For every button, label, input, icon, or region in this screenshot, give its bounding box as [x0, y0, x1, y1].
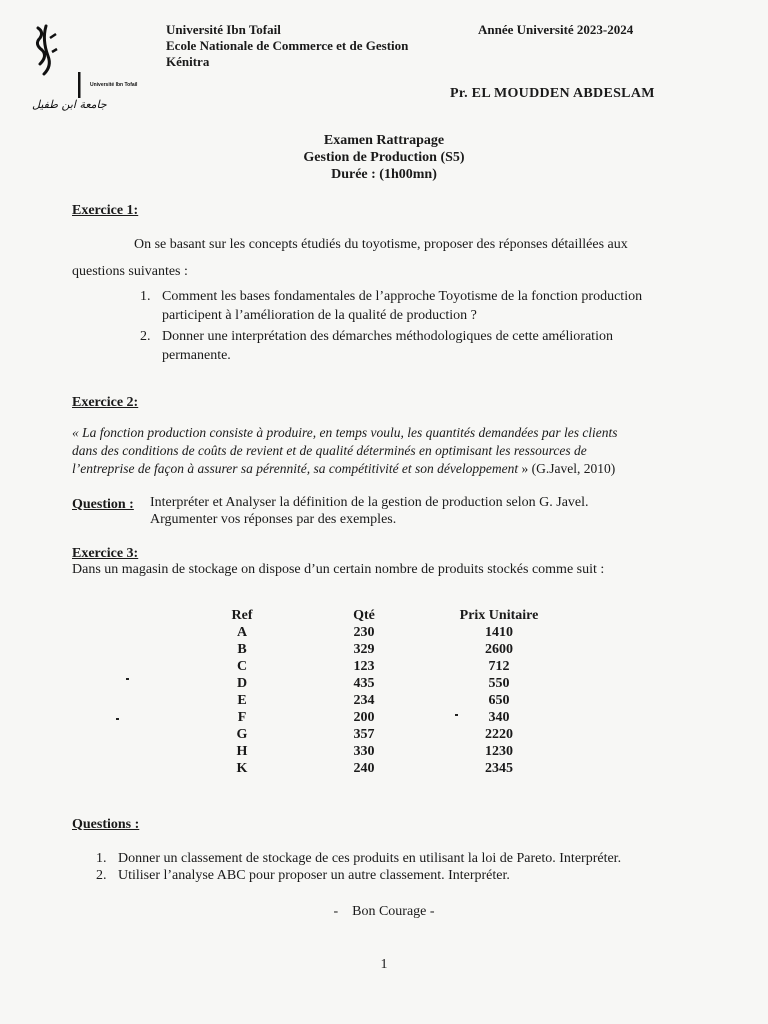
table-row	[200, 658, 554, 675]
cell-price: 712	[488, 658, 510, 674]
exercise2-heading: Exercice 2:	[72, 395, 139, 410]
cell-price: 1230	[485, 743, 513, 759]
cell-qty: 123	[353, 658, 375, 674]
cell-qty: 230	[353, 624, 375, 640]
cell-ref: A	[236, 624, 248, 640]
cell-ref: E	[237, 692, 247, 708]
question-line: Donner une interprétation des démarches méthodologiques de cette amélioration	[162, 329, 613, 344]
cell-ref: F	[237, 709, 247, 725]
cell-qty: 240	[353, 760, 375, 776]
question-number: 2.	[140, 329, 151, 344]
cell-ref: G	[236, 726, 248, 742]
cell-ref: H	[236, 743, 248, 759]
academic-year: Année Université 2023-2024	[478, 22, 634, 37]
exercise1-question-2	[140, 327, 720, 367]
logo-text-arabic: جامعة ابن طفيل	[32, 98, 107, 111]
cell-ref: C	[236, 658, 248, 674]
exercise3-intro: Dans un magasin de stockage on dispose d’un certain nombre de produits stockés comme suit :	[72, 562, 605, 577]
quote-line: dans des conditions de coûts de revient et de qualité déterminés en optimisant les ressources de	[72, 443, 587, 458]
table-row	[200, 760, 554, 777]
exercise3-questions-heading: Questions :	[72, 817, 140, 832]
exam-title: Examen Rattrapage	[323, 133, 445, 148]
stock-table-wrapper	[200, 607, 554, 777]
table-row	[200, 641, 554, 658]
page-number: 1	[380, 957, 388, 972]
exercise2-question-line2: Argumenter vos réponses par des exemples.	[150, 512, 397, 527]
column-header-price: Prix Unitaire	[459, 607, 539, 623]
cell-price: 2220	[485, 726, 513, 742]
quote-line: « La fonction production consiste à produire, en temps voulu, les quantités demandées par les clients	[72, 425, 618, 440]
cell-price: 2345	[485, 760, 513, 776]
question-line: Comment les bases fondamentales de l’approche Toyotisme de la fonction production	[162, 289, 643, 304]
professor-name: Pr. EL MOUDDEN ABDESLAM	[450, 86, 655, 101]
exam-subject: Gestion de Production (S5)	[303, 150, 465, 165]
column-header-qty: Qté	[353, 607, 375, 623]
exercise1-heading: Exercice 1:	[72, 203, 139, 218]
scan-speck	[126, 678, 129, 680]
cell-qty: 234	[353, 692, 375, 708]
exercise1-intro-line1: On se basant sur les concepts étudiés du toyotisme, proposer des réponses détaillées aux	[134, 237, 628, 252]
question-number: 1.	[140, 289, 151, 304]
table-row	[200, 624, 554, 641]
scan-speck	[116, 718, 119, 720]
table-header-row	[200, 607, 554, 624]
cell-ref: D	[236, 675, 248, 691]
question-text: Utiliser l’analyse ABC pour proposer un autre classement. Interpréter.	[118, 868, 510, 883]
university-name: Université Ibn Tofail	[166, 22, 281, 37]
question-line: participent à l’amélioration de la qualité de production ?	[162, 308, 477, 323]
exam-title-block	[0, 132, 768, 183]
school-name: Ecole Nationale de Commerce et de Gestion	[166, 38, 409, 53]
cell-qty: 329	[353, 641, 375, 657]
closing-message: - Bon Courage -	[333, 904, 435, 919]
question-text	[162, 287, 642, 325]
exercise3-heading: Exercice 3:	[72, 546, 139, 561]
exam-duration: Durée : (1h00mn)	[331, 167, 437, 182]
exercise2-question-label: Question :	[72, 497, 134, 512]
cell-qty: 200	[353, 709, 375, 725]
city-name: Kénitra	[166, 54, 210, 69]
table-row	[200, 675, 554, 692]
exercise1-intro-line2: questions suivantes :	[72, 264, 188, 279]
stock-table	[200, 607, 554, 777]
table-row	[200, 743, 554, 760]
scan-speck	[455, 714, 458, 716]
institution-block	[166, 22, 408, 70]
question-text	[162, 327, 613, 365]
cell-price: 2600	[485, 641, 513, 657]
exercise3-question-2	[96, 866, 716, 886]
cell-qty: 435	[353, 675, 375, 691]
question-text: Donner un classement de stockage de ces produits en utilisant la loi de Pareto. Interpréter.	[118, 851, 622, 866]
question-line: permanente.	[162, 348, 231, 363]
cell-qty: 357	[353, 726, 375, 742]
university-logo	[28, 18, 148, 118]
logo-text-latin: Université Ibn Tofail	[90, 82, 138, 88]
question-number: 1.	[96, 851, 107, 866]
table-row	[200, 709, 554, 726]
exercise2-quote	[72, 424, 712, 478]
cell-price: 1410	[485, 624, 513, 640]
cell-qty: 330	[353, 743, 375, 759]
quote-citation: » (G.Javel, 2010)	[518, 461, 616, 476]
quote-line: l’entreprise de façon à assurer sa pérennité, sa compétitivité et son développement	[72, 461, 519, 476]
cell-ref: K	[236, 760, 248, 776]
table-row	[200, 692, 554, 709]
cell-price: 340	[488, 709, 510, 725]
cell-price: 550	[488, 675, 510, 691]
exercise1-question-1	[140, 287, 720, 327]
exercise2-question-line1: Interpréter et Analyser la définition de la gestion de production selon G. Javel.	[150, 495, 589, 510]
question-number: 2.	[96, 868, 107, 883]
cell-price: 650	[488, 692, 510, 708]
table-row	[200, 726, 554, 743]
column-header-ref: Ref	[231, 607, 253, 623]
cell-ref: B	[237, 641, 247, 657]
